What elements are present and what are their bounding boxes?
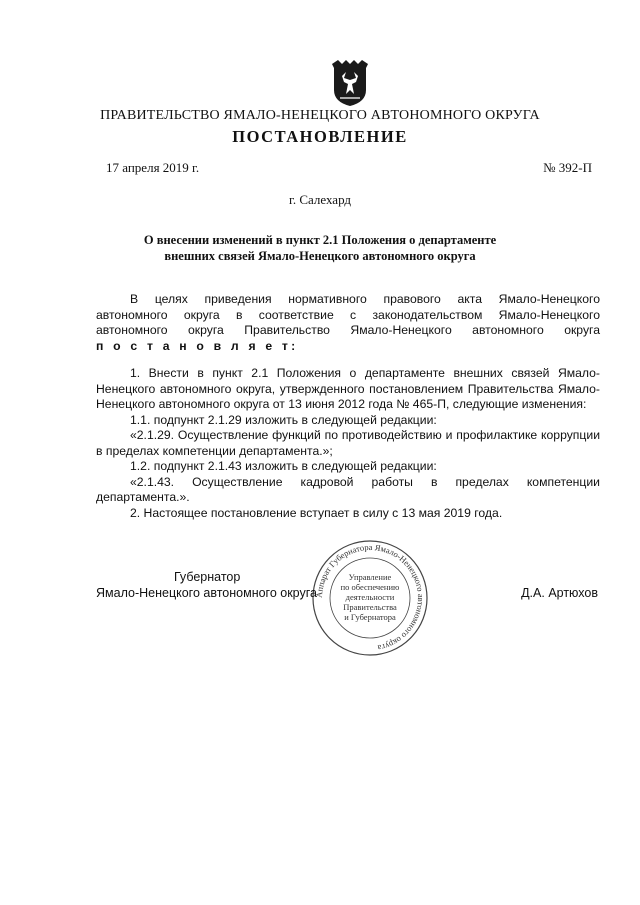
government-name: ПРАВИТЕЛЬСТВО ЯМАЛО-НЕНЕЦКОГО АВТОНОМНОГО ОКРУГА	[100, 108, 540, 123]
item-1-2-text: «2.1.43. Осуществление кадровой работы в пределах компетенции департамента.».	[96, 474, 600, 504]
seal-line-3: деятельности	[345, 592, 395, 602]
subject-line-2: внешних связей Ямало-Ненецкого автономного округа	[164, 249, 476, 263]
subject-line-1: О внесении изменений в пункт 2.1 Положения о департаменте	[143, 233, 497, 247]
item-1-1: 1.1. подпункт 2.1.29 изложить в следующей редакции:	[130, 412, 437, 427]
signature-title: Губернатор	[174, 570, 241, 584]
coat-of-arms-icon	[330, 60, 370, 108]
document-subject	[100, 232, 540, 264]
seal-line-1: Управление	[348, 572, 392, 582]
official-seal	[310, 538, 430, 658]
document-number: № 392-П	[543, 160, 592, 175]
preamble-line-2: автономного округа в соответствие с законодательством Ямало-Ненецкого	[96, 307, 600, 322]
preamble-line-3: автономного округа Правительство Ямало-Ненецкого автономного округа	[96, 323, 600, 337]
item-1-1-text: «2.1.29. Осуществление функций по противодействию и профилактике коррупции в пределах компетенции департамента.»;	[96, 428, 600, 458]
seal-line-5: и Губернатора	[344, 612, 396, 622]
item-1-2: 1.2. подпункт 2.1.43 изложить в следующей редакции:	[130, 459, 437, 473]
document-date: 17 апреля 2019 г.	[106, 160, 200, 175]
preamble-line-1: В целях приведения нормативного правового акта Ямало-Ненецкого	[130, 292, 600, 306]
signature-organization: Ямало-Ненецкого автономного округа	[96, 586, 317, 600]
decrees-word: п о с т а н о в л я е т:	[96, 338, 299, 353]
seal-line-4: Правительства	[343, 602, 397, 612]
item-2: 2. Настоящее постановление вступает в силу с 13 мая 2019 года.	[130, 505, 503, 520]
document-city: г. Салехард	[288, 192, 352, 207]
document-type: ПОСТАНОВЛЕНИЕ	[232, 127, 408, 146]
signatory-name: Д.А. Артюхов	[521, 586, 598, 600]
item-1: 1. Внести в пункт 2.1 Положения о департаменте внешних связей Ямало-Ненецкого автономного округа, утвержденного постановлением Правительства Ямало-Ненецкого автономного округа от 13 июня 2012 года № 465-П, следующие изменения:	[96, 366, 600, 411]
seal-ring-text: Аппарат Губернатора Ямало-Ненецкого автономного округа	[313, 541, 427, 654]
seal-line-2: по обеспечению	[340, 582, 400, 592]
document-body	[96, 292, 600, 521]
